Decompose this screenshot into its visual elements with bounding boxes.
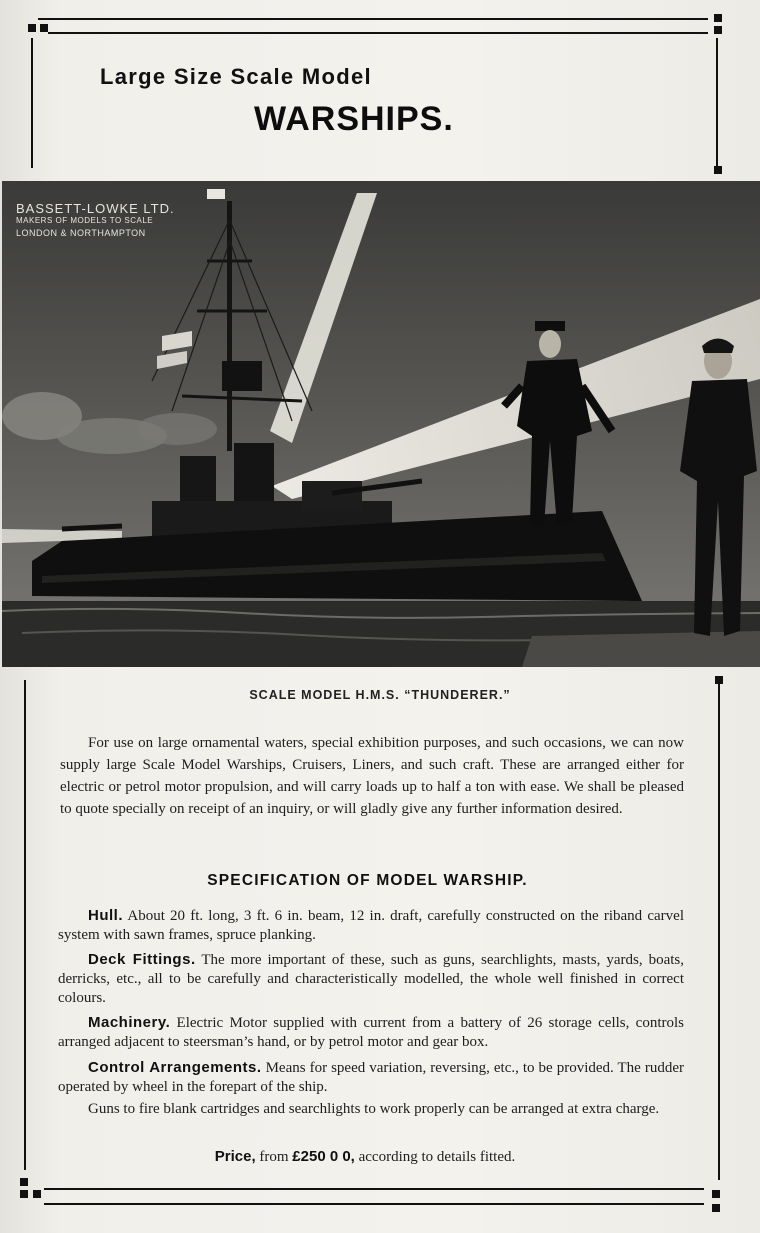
- officer-face: [539, 330, 561, 358]
- bottom-frame-rule-outer: [44, 1203, 704, 1205]
- top-frame-left-rule: [31, 38, 33, 168]
- spec-item-hull: [58, 906, 684, 945]
- warship-painting: [2, 181, 760, 667]
- price-label: Price,: [214, 1148, 256, 1165]
- fighting-top: [222, 361, 262, 391]
- frame-corner-ornament: [40, 24, 48, 32]
- signature-line-2: MAKERS OF MODELS TO SCALE: [16, 216, 154, 225]
- spec-term: Machinery.: [88, 1014, 171, 1031]
- frame-corner-ornament: [20, 1178, 28, 1186]
- spec-term: Control Arrangements.: [88, 1059, 262, 1076]
- bottom-frame-rule-inner: [44, 1188, 704, 1190]
- top-frame-rule-inner: [48, 32, 708, 34]
- bridge: [302, 481, 362, 511]
- spec-term: Hull.: [88, 907, 123, 924]
- warship-illustration: [2, 181, 760, 667]
- illustration-caption: SCALE MODEL H.M.S. “THUNDERER.”: [249, 688, 511, 702]
- spec-text: Means for speed variation, reversing, etc., to be provided. The rudder operated by wheel in the forepart of the ship.: [58, 1060, 685, 1095]
- spec-item-control-arrangements: [58, 1058, 684, 1097]
- smoke-cloud: [137, 413, 217, 445]
- frame-corner-ornament: [28, 24, 36, 32]
- lower-frame-left-rule: [24, 680, 26, 1170]
- spec-text: About 20 ft. long, 3 ft. 6 in. beam, 12 in. draft, carefully constructed on the riband carvel system with sawn frames, spruce planking.: [58, 908, 684, 943]
- artist-signature: [16, 203, 175, 239]
- spec-text: Electric Motor supplied with current from a battery of 26 storage cells, controls arranged adjacent to steersman’s hand, or by petrol motor and gear box.: [58, 1015, 684, 1050]
- frame-corner-ornament: [33, 1190, 41, 1198]
- frame-corner-ornament: [712, 1190, 720, 1198]
- frame-corner-ornament: [714, 14, 722, 22]
- specification-heading: SPECIFICATION OF MODEL WARSHIP.: [207, 872, 528, 889]
- officer-cap: [535, 321, 565, 331]
- top-frame-right-rule: [716, 38, 718, 168]
- spec-item-deck-fittings: [58, 950, 684, 1008]
- spec-term: Deck Fittings.: [88, 951, 196, 968]
- signature-line-1: BASSETT-LOWKE LTD.: [16, 201, 175, 216]
- frame-corner-ornament: [714, 166, 722, 174]
- price-from: from: [259, 1149, 289, 1165]
- gun-barrel: [62, 526, 122, 529]
- frame-corner-ornament: [714, 26, 722, 34]
- frame-corner-ornament: [715, 676, 723, 684]
- header-subtitle: Large Size Scale Model: [100, 64, 372, 89]
- header-title: WARSHIPS.: [254, 100, 454, 138]
- flag: [207, 189, 225, 199]
- lower-frame-right-rule: [718, 684, 720, 1180]
- price-amount: £250 0 0,: [292, 1148, 355, 1165]
- quay: [522, 631, 760, 667]
- spec-extra-note: Guns to fire blank cartridges and searchlights to work properly can be arranged at extra charge.: [88, 1101, 660, 1117]
- price-line: [0, 1148, 730, 1166]
- mast: [227, 201, 232, 451]
- price-suffix: according to details fitted.: [358, 1149, 516, 1165]
- signature-line-3: LONDON & NORTHAMPTON: [16, 228, 146, 238]
- spec-item-machinery: [58, 1013, 684, 1052]
- frame-corner-ornament: [20, 1190, 28, 1198]
- intro-paragraph: For use on large ornamental waters, special exhibition purposes, and such occasions, we can now supply large Scale Model Warships, Cruisers, Liners, and such craft. These are arranged either for electric or petrol motor propulsion, and will carry loads up to half a ton with ease. We shall be pleased to quote specially on receipt of an inquiry, or will gladly give any further information desired.: [60, 735, 684, 817]
- frame-corner-ornament: [712, 1204, 720, 1212]
- top-frame-rule-outer: [38, 18, 708, 20]
- spec-text: The more important of these, such as guns, searchlights, masts, yards, boats, derricks, etc., all to be carefully and characteristically modelled, the whole well finished in correct colours.: [58, 952, 684, 1006]
